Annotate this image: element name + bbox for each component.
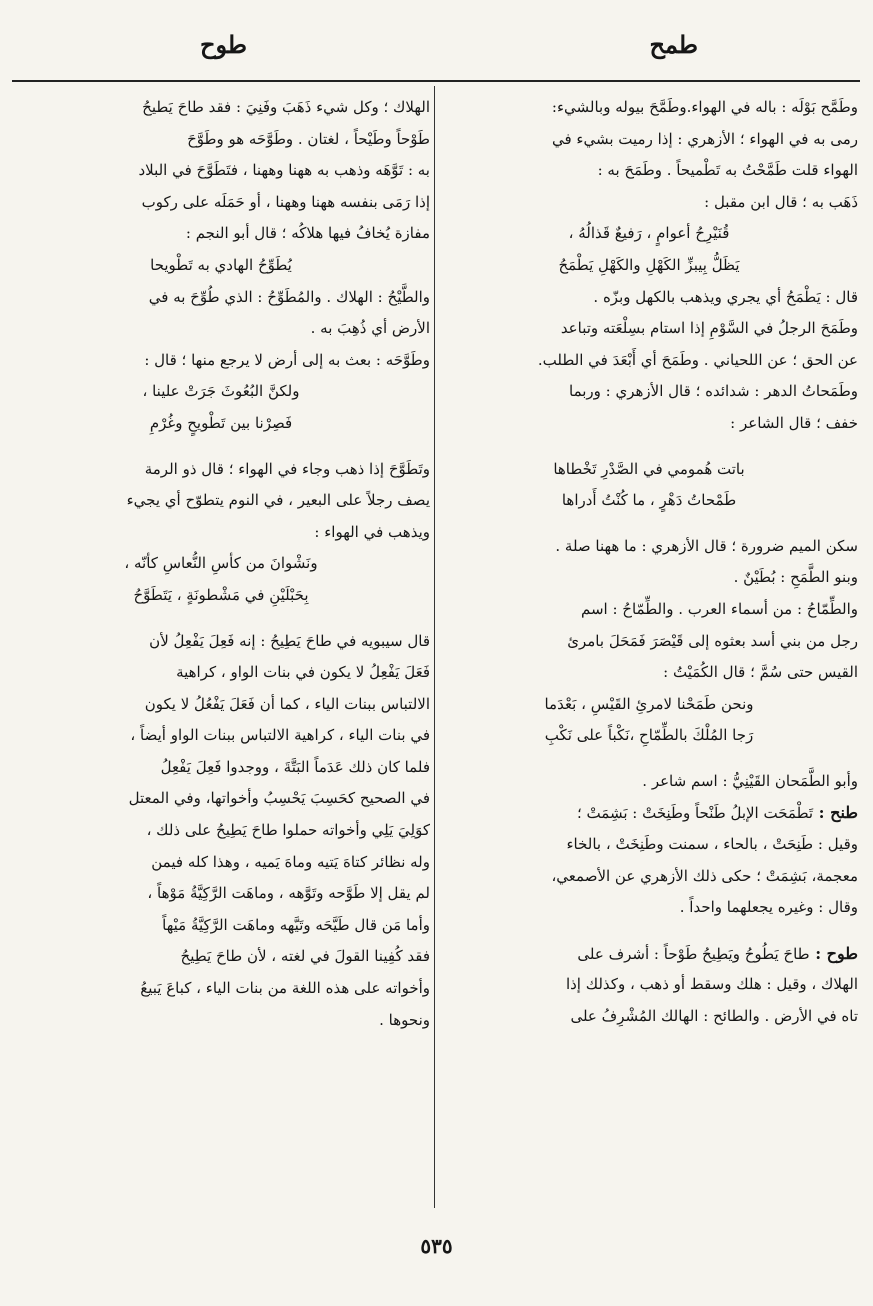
- text-line: [440, 861, 858, 893]
- line-text: طَمْحاتُ دَهْرٍ ، ما كُنْتُ أَدراها: [561, 491, 737, 510]
- line-text: ونحن طَمَحْنا لامرئِ القَيْسِ ، بَعْدَما: [544, 694, 754, 713]
- text-line: [12, 124, 430, 156]
- page-number: ٥٣٥: [420, 1234, 453, 1258]
- line-text: الأرض أي ذُهِبَ به .: [310, 319, 430, 338]
- text-line: [12, 282, 430, 314]
- spacer: [12, 440, 430, 454]
- text-line: [12, 878, 430, 910]
- line-text: رجل من بني أسد بعثوه إلى قَيْصَرَ فَمَحَلَ بامرئ: [567, 631, 858, 650]
- line-text: وله نظائر كتاهَ يَتيه وماهَ يَميه ، وهذا كله فيمن: [151, 852, 430, 871]
- text-line: [440, 531, 858, 563]
- text-line: [12, 783, 430, 815]
- line-text: وطَوَّحَه : بعث به إلى أرض لا يرجع منها ؛ قال :: [144, 350, 430, 369]
- running-header-left: طوح: [200, 30, 247, 59]
- text-line: [12, 910, 430, 942]
- text-line: [440, 657, 858, 689]
- right-column: [440, 92, 858, 1033]
- line-text: الالتباس ببنات الياء ، كما أن فَعَلَ يَفْعُلُ لا يكون: [144, 694, 430, 713]
- text-line: [12, 187, 430, 219]
- verse-line: [12, 376, 430, 408]
- spacer: [440, 440, 858, 454]
- line-text: ونحوها .: [379, 1010, 430, 1029]
- text-line: [12, 689, 430, 721]
- line-text: تاه في الأرض . والطائح : الهالك المُشْرِفُ على: [570, 1007, 858, 1026]
- line-text: باتت هُمومي في الصَّدْرِ تَخْطاها: [553, 459, 745, 478]
- line-text: وقال : وغيره يجعلهما واحداً .: [679, 898, 858, 917]
- text-line: [440, 92, 858, 124]
- text-line: [12, 847, 430, 879]
- text-line: [12, 92, 430, 124]
- verse-line: [12, 408, 430, 440]
- text-line: [440, 626, 858, 658]
- text-line: [440, 562, 858, 594]
- line-text: وأما مَن قال طَيَّحَه وتَيَّهه وماهَت الرَّكِيَّةُ مَيْهاً: [162, 915, 430, 934]
- line-text: في بنات الياء ، كراهية الالتباس ببنات الواو أيضاً ،: [130, 726, 430, 745]
- line-text: عن الحق ؛ عن اللحياني . وطَمَحَ أي أَبْعَدَ في الطلب.: [537, 350, 858, 369]
- text-line: [12, 313, 430, 345]
- line-text: رمى به في الهواء ؛ الأزهري : إذا رميت بشيء في: [551, 129, 858, 148]
- text-line: [12, 485, 430, 517]
- spacer: [440, 517, 858, 531]
- line-text: تَطْمَحَت الإبلُ طَنْحاً وطَنِخَتْ : بَشِمَتْ ؛: [577, 804, 814, 823]
- line-text: خفف ؛ قال الشاعر :: [730, 413, 858, 432]
- line-text: إذا رَمَى بنفسه ههنا وههنا ، أو حَمَلَه على ركوب: [141, 192, 430, 211]
- line-text: وطَمَحاتُ الدهر : شدائده ؛ قال الأزهري : وربما: [569, 382, 858, 401]
- text-line: [12, 973, 430, 1005]
- line-text: لم يقل إلا طَوَّحه وتَوَّهه ، وماهَت الرَّكِيَّةُ مَوْهاً ،: [147, 884, 430, 903]
- text-line: [12, 454, 430, 486]
- line-text: يُطَوِّحُ الهادي به تَطْويحا: [150, 255, 292, 274]
- line-text: وطَمَّح بَوْلَه : باله في الهواء.وطَمَّحَ بيوله وبالشيء:: [551, 98, 858, 116]
- line-text: وتَطَوَّحَ إذا ذهب وجاء في الهواء ؛ قال ذو الرمة: [144, 459, 430, 478]
- running-header-right: طمح: [649, 30, 698, 59]
- line-text: طَوْحاً وطَيْحاً ، لغتان . وطَوَّحَه هو وطَوَّحَ: [187, 129, 430, 148]
- line-text: رَجا المُلْكَ بالطِّمّاحِ ،نَكْباً على نَكْبِ: [544, 726, 754, 745]
- line-text: والطَّيْحُ : الهلاك . والمُطَوِّحُ : الذي طُوِّحَ به في: [148, 287, 430, 306]
- line-text: فلما كان ذلك عَدَماً البَتَّةَ ، ووجدوا فَعِلَ يَفْعِلُ: [160, 757, 430, 776]
- verse-line: [440, 689, 858, 721]
- header-rule: [12, 80, 860, 82]
- verse-line: [440, 250, 858, 282]
- line-text: قُنَيْرِحُ أعوامٍ ، رَفيعٌ قَذالُهُ ،: [568, 224, 730, 243]
- line-text: والطِّمّاحُ : من أسماء العرب . والطِّمّاحُ : اسم: [580, 599, 858, 618]
- line-text: ولكنَّ البُعُوثَ جَرَتْ علينا ،: [142, 382, 300, 401]
- text-line: [440, 766, 858, 798]
- line-text: يَظَلُّ بِيبزِّ الكَهْلِ والكَهْلِ يَطْمَحُ: [558, 255, 740, 274]
- text-line: [440, 376, 858, 408]
- line-text: بِحَبْلَيْنِ في مَشْطونَةٍ ، يَتَطَوَّحُ: [133, 585, 309, 604]
- text-line: [440, 892, 858, 924]
- text-line: [440, 313, 858, 345]
- text-line: [440, 124, 858, 156]
- text-line: [12, 657, 430, 689]
- text-line: [440, 829, 858, 861]
- column-divider: [434, 86, 435, 1208]
- text-line: [12, 1005, 430, 1037]
- verse-line: [12, 250, 430, 282]
- line-text: ذَهَب به ؛ قال ابن مقبل :: [704, 192, 858, 211]
- text-line: [440, 938, 858, 970]
- verse-line: [440, 720, 858, 752]
- line-text: ويذهب في الهواء :: [314, 522, 430, 541]
- line-text: فَعَلَ يَفْعِلُ لا يكون في بنات الواو ، كراهية: [176, 663, 430, 682]
- text-line: [12, 815, 430, 847]
- line-text: يصف رجلاً على البعير ، في النوم يتطوّح أي يجيء: [126, 491, 430, 510]
- line-text: قال سيبويه في طاحَ يَطِيحُ : إنه فَعِلَ يَفْعِلُ لأن: [149, 631, 430, 650]
- verse-line: [12, 548, 430, 580]
- text-line: [12, 517, 430, 549]
- text-line: [12, 941, 430, 973]
- text-line: [440, 594, 858, 626]
- line-text: وطَمَحَ الرجلُ في السَّوْمِ إذا استام بسِلْعَته وتباعد: [560, 319, 858, 338]
- spacer: [440, 752, 858, 766]
- line-text: القيس حتى سُمَّ ؛ قال الكُمَيْتُ :: [663, 663, 858, 682]
- line-text: مفازة يُخافُ فيها هلاكُه ؛ قال أبو النجم :: [185, 224, 430, 243]
- line-text: وأبو الطَّمَحان القَيْنِيُّ : اسم شاعر .: [642, 771, 858, 790]
- line-text: كوَلِيَ يَلِي وأخواته حملوا طاحَ يَطِيحُ على ذلك ،: [146, 821, 430, 840]
- entry-headword: طوح :: [809, 943, 858, 963]
- line-text: ونَشْوانَ من كأسِ النُّعاسِ كأنّه ،: [124, 554, 318, 573]
- text-line: [440, 282, 858, 314]
- left-column: [12, 92, 430, 1036]
- text-line: [12, 720, 430, 752]
- text-line: [12, 155, 430, 187]
- text-line: [12, 752, 430, 784]
- line-text: قال : يَطْمَحُ أي يجري ويذهب بالكهل وبزّه .: [593, 287, 858, 306]
- text-line: [12, 345, 430, 377]
- line-text: وبنو الطَّمَحِ : بُطَيْنٌ .: [733, 568, 858, 587]
- text-line: [440, 797, 858, 829]
- text-line: [440, 187, 858, 219]
- spacer: [440, 924, 858, 938]
- spacer: [12, 612, 430, 626]
- verse-line: [12, 580, 430, 612]
- line-text: فَصِرْنا بين تَطْويحٍ وغُرْمِ: [149, 413, 293, 432]
- text-line: [440, 155, 858, 187]
- line-text: فقد كُفِينا القولَ في لغته ، لأن طاحَ يَطِيحُ: [180, 947, 430, 966]
- line-text: به : تَوَّهَه وذهب به ههنا وههنا ، فتَطَوَّحَ في البلاد: [138, 161, 430, 180]
- line-text: وقيل : طَنِحَتْ ، بالحاء ، سمنت وطَنِخَتْ ، بالخاء: [566, 835, 858, 854]
- line-text: الهلاك ؛ وكل شيء ذَهَبَ وفَنِيَ : فقد طاحَ يَطيحُ: [142, 98, 430, 116]
- line-text: الهواء قلت طَمَّحْتُ به تَطْميحاً . وطَمَحَ به :: [597, 161, 858, 180]
- text-line: [440, 408, 858, 440]
- line-text: وأخواته على هذه اللغة من بنات الياء ، كباعَ يَبيعُ: [140, 979, 430, 998]
- text-line: [12, 218, 430, 250]
- line-text: في الصحيح كحَسِبَ يَحْسِبُ وأخواتها، وفي المعتل: [128, 789, 430, 808]
- text-line: [12, 626, 430, 658]
- text-line: [440, 969, 858, 1001]
- entry-headword: طنح :: [813, 803, 858, 823]
- text-line: [440, 345, 858, 377]
- line-text: الهلاك ، وقيل : هلك وسقط أو ذهب ، وكذلك إذا: [565, 975, 858, 994]
- line-text: معجمة، بَشِمَتْ ؛ حكى ذلك الأزهري عن الأصمعي،: [551, 866, 858, 885]
- verse-line: [440, 218, 858, 250]
- text-line: [440, 1001, 858, 1033]
- verse-line: [440, 485, 858, 517]
- line-text: سكن الميم ضرورة ؛ قال الأزهري : ما ههنا صلة .: [555, 536, 858, 555]
- verse-line: [440, 454, 858, 486]
- line-text: طاحَ يَطُوحُ ويَطِيحُ طَوْحاً : أشرف على: [577, 944, 810, 963]
